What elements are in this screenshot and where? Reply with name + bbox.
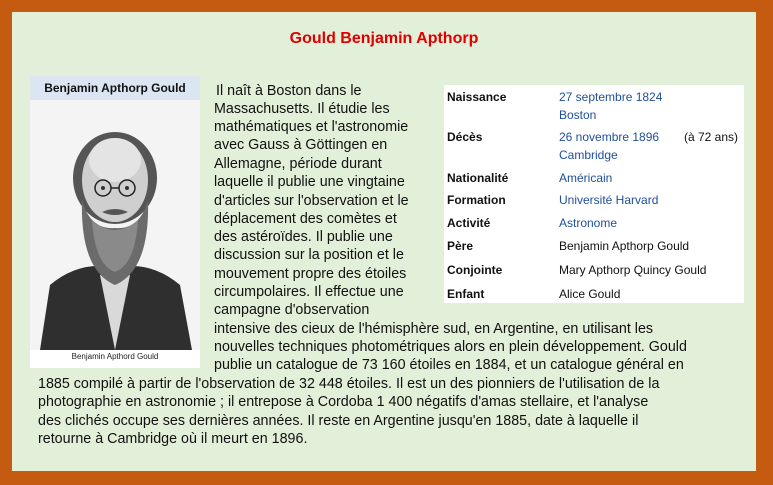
text-line: Il naît à Boston dans le: [216, 83, 362, 99]
text-line: campagne d'observation: [214, 302, 370, 318]
infobox-value-link[interactable]: 27 septembre 1824: [559, 90, 663, 104]
content-panel: [12, 12, 756, 471]
text-line: discussion sur la position et le: [214, 247, 404, 263]
infobox-label: Décès: [447, 130, 483, 144]
text-line: circumpolaires. Il effectue une: [214, 284, 404, 300]
infobox-value: Mary Apthorp Quincy Gould: [559, 263, 707, 277]
portrait-engraving-image: [30, 100, 200, 350]
page-title: Gould Benjamin Apthorp: [289, 30, 479, 47]
infobox-label: Nationalité: [447, 171, 509, 185]
infobox-label: Activité: [447, 216, 491, 230]
portrait-caption-top: Benjamin Apthorp Gould: [30, 76, 200, 100]
portrait: [30, 76, 200, 368]
text-line: déplacement des comètes et: [214, 211, 397, 227]
text-line: photographie en astronomie ; il entrepose à Cordoba 1 400 négatifs d'amas stellaire, et l'analyse: [38, 394, 649, 410]
infobox-label: Formation: [447, 193, 506, 207]
infobox-sub-link[interactable]: Boston: [559, 108, 597, 122]
infobox-label: Enfant: [447, 287, 485, 301]
infobox-value: Benjamin Apthorp Gould: [559, 239, 690, 253]
text-line: publie un catalogue de 73 160 étoiles en 1884, et un catalogue général en: [214, 357, 684, 373]
infobox-label: Naissance: [447, 90, 507, 104]
text-line: d'articles sur l'observation et le: [214, 193, 409, 209]
text-line: des astéroïdes. Il publie une: [214, 229, 393, 245]
text-line: avec Gauss à Göttingen en: [214, 137, 388, 153]
text-line: laquelle il publie une vingtaine: [214, 174, 405, 190]
infobox: [444, 85, 744, 303]
text-line: mathématiques et l'astronomie: [214, 119, 409, 135]
infobox-label: Conjointe: [447, 263, 503, 277]
infobox-value-link[interactable]: Américain: [559, 171, 613, 185]
infobox-value-link[interactable]: Université Harvard: [559, 193, 659, 207]
portrait-caption-bottom: Benjamin Apthord Gould: [71, 352, 159, 361]
infobox-label: Père: [447, 239, 474, 253]
text-line: intensive des cieux de l'hémisphère sud, en Argentine, en utilisant les: [214, 321, 654, 337]
text-line: mouvement propre des étoiles: [214, 266, 407, 282]
text-line: des clichés occupe ses dernières années. Il reste en Argentine jusqu'en 1885, date à laquelle il: [38, 413, 639, 429]
infobox-value: Alice Gould: [559, 287, 621, 301]
text-line: Massachusetts. Il étudie les: [214, 101, 390, 117]
infobox-value-link[interactable]: 26 novembre 1896: [559, 130, 660, 144]
infobox-value-link[interactable]: Astronome: [559, 216, 618, 230]
text-line: 1885 compilé à partir de l'observation de 32 448 étoiles. Il est un des pionniers de l'utilisation de la: [38, 376, 660, 392]
infobox-extra: (à 72 ans): [684, 130, 739, 144]
text-line: Allemagne, période durant: [214, 156, 382, 172]
text-line: retourne à Cambridge où il meurt en 1896.: [38, 431, 308, 447]
text-line: nouvelles techniques photométriques alors en plein développement. Gould: [214, 339, 687, 355]
infobox-sub-link[interactable]: Cambridge: [559, 148, 618, 162]
